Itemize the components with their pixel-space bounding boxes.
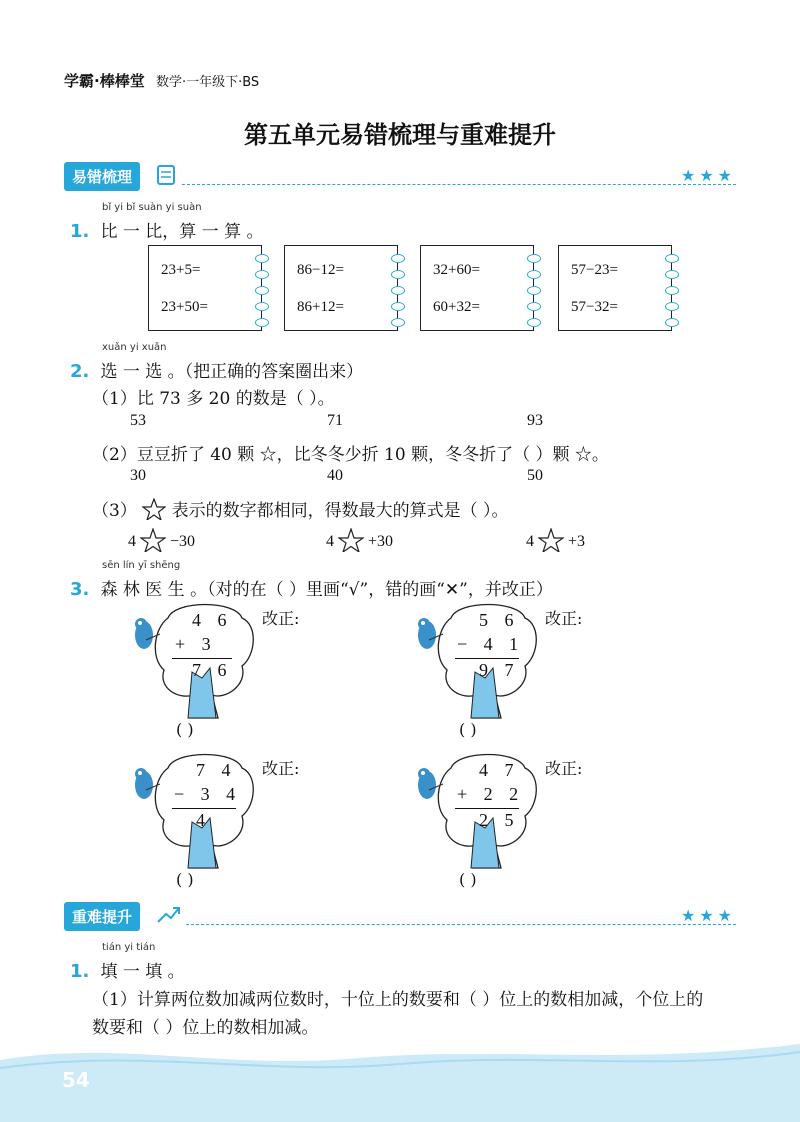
correction-label: 改正: [262,759,300,778]
vertical-operator: + 2 2 [457,784,525,804]
q1-prompt [70,217,264,242]
vertical-top: 7 4 [196,760,237,780]
correction-label: 改正: [545,759,583,778]
star-icon [142,498,166,520]
calc-card [558,245,672,331]
option[interactable] [128,528,195,552]
q1-pinyin: bǐ yi bǐ suàn yi suàn [102,202,202,213]
p1-pinyin: tián yi tián [102,942,156,953]
calc-expression: 86+12= [297,299,344,315]
option[interactable]: 53 [130,412,146,429]
section-divider [186,924,736,925]
correction-label: 改正: [262,609,300,628]
calc-expression: 86−12= [297,262,344,278]
footer-wave [0,1030,800,1122]
tree-problem [130,750,390,895]
calc-expression: 23+5= [161,262,201,278]
vertical-top: 4 7 [479,760,520,780]
trend-up-icon [156,902,182,926]
option-suffix: +3 [568,533,586,550]
tree-illustration [413,600,543,730]
calc-expression: 57−23= [571,262,618,278]
section-badge: 重难提升 [64,902,140,931]
vertical-operator: − 4 1 [457,634,525,654]
tree-illustration [130,750,260,880]
option-suffix: −30 [170,533,196,550]
option-prefix: 4 [128,533,136,550]
vertical-operator: + 3 [175,634,217,654]
calc-card [284,245,398,331]
subject-label: 数学·一年级下·BS [155,75,260,90]
q2-sub2: （2）豆豆折了 40 颗 ☆，比冬冬少折 10 颗，冬冬折了（ ）颗 ☆。 [92,445,609,465]
answer-paren[interactable]: ( ) [176,870,194,889]
option-prefix: 4 [526,533,534,550]
q2-text: 选 一 选 。（把正确的答案圈出来） [100,362,364,382]
p1-text: 填 一 填 。 [100,962,185,982]
page-number: 54 [62,1068,90,1092]
option-prefix: 4 [326,533,334,550]
brand-name: 学霸·棒棒堂 [64,72,145,90]
vertical-top: 5 6 [479,610,520,630]
page-title: 第五单元易错梳理与重难提升 [244,121,556,149]
tree-illustration [413,750,543,880]
difficulty-stars: ★★★ [680,906,736,925]
q3-number: 3. [70,579,90,600]
tree-problem [130,600,390,745]
vertical-operator: − 3 4 [174,784,242,804]
p1-line1: （1）计算两位数加减两位数时，十位上的数要和（ ）位上的数相加减，个位上的 [92,990,704,1010]
section-header-errors [64,160,736,190]
brand-header [64,70,259,91]
option[interactable]: 71 [327,412,343,429]
q2-sub3-prefix: （3） [92,501,137,521]
answer-paren[interactable]: ( ) [176,720,194,739]
star-icon [538,528,564,552]
q2-sub3 [92,496,509,521]
calendar-icon [156,162,178,186]
option[interactable]: 40 [327,467,343,484]
vertical-result: 9 7 [479,660,520,680]
q2-prompt [70,357,363,382]
q2-sub1: （1）比 73 多 20 的数是（ ）。 [92,389,335,409]
vertical-result: 7 6 [192,660,233,680]
tree-problem [413,750,673,895]
calc-expression: 57−32= [571,299,618,315]
option[interactable] [526,528,585,552]
option[interactable]: 50 [527,467,543,484]
calc-card [148,245,262,331]
q2-pinyin: xuǎn yi xuǎn [102,342,167,353]
answer-paren[interactable]: ( ) [459,870,477,889]
calc-card [420,245,534,331]
calc-expression: 60+32= [433,299,480,315]
calc-expression: 23+50= [161,299,208,315]
section-header-advanced [64,900,736,930]
q3-prompt [70,575,553,600]
vertical-result: 4 [196,810,211,830]
q1-number: 1. [70,221,90,242]
option[interactable] [326,528,393,552]
option[interactable]: 93 [527,412,543,429]
tree-problem [413,600,673,745]
star-icon [140,528,166,552]
section-divider [182,184,736,185]
q2-number: 2. [70,361,90,382]
vertical-top: 4 6 [192,610,233,630]
q3-pinyin: sēn lín yī shēng [102,560,181,571]
q2-sub3-text: 表示的数字都相同，得数最大的算式是（ ）。 [171,501,509,521]
p1-line2: 数要和（ ）位上的数相加减。 [92,1018,319,1038]
answer-paren[interactable]: ( ) [459,720,477,739]
star-icon [338,528,364,552]
p1-number: 1. [70,961,90,982]
option-suffix: +30 [368,533,394,550]
calc-expression: 32+60= [433,262,480,278]
correction-label: 改正: [545,609,583,628]
vertical-result: 2 5 [479,810,520,830]
section-badge: 易错梳理 [64,162,140,191]
p1-prompt [70,957,185,982]
q3-text: 森 林 医 生 。（对的在（ ）里画“√”，错的画“✕”，并改正） [100,580,553,600]
option[interactable]: 30 [130,467,146,484]
q1-text: 比 一 比，算 一 算 。 [100,222,264,242]
difficulty-stars: ★★★ [680,166,736,185]
